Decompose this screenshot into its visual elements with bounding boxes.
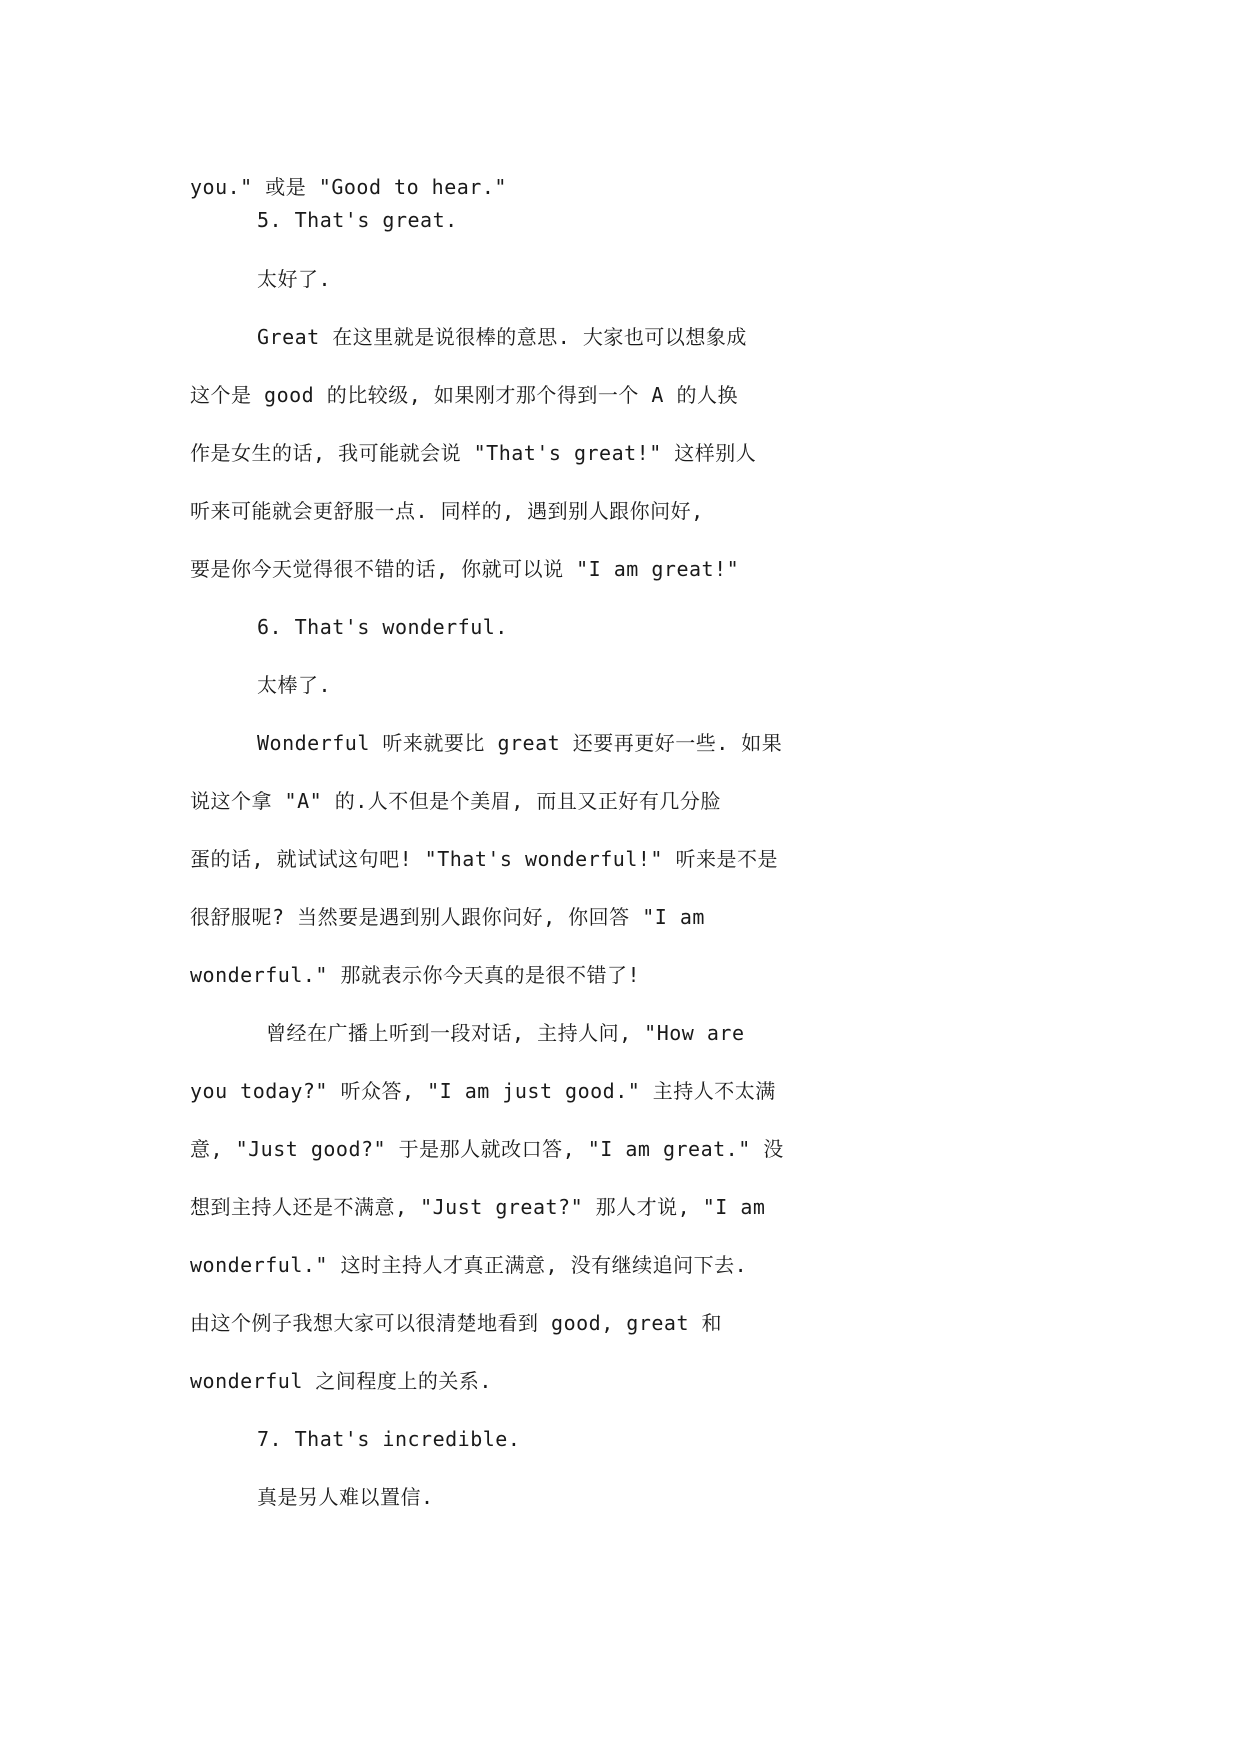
text-line: 曾经在广播上听到一段对话, 主持人问, "How are [266, 1021, 745, 1045]
text-line: 很舒服呢? 当然要是遇到别人跟你问好, 你回答 "I am [190, 905, 705, 929]
text-line: Wonderful 听来就要比 great 还要再更好一些. 如果 [257, 731, 783, 755]
text-line: Great 在这里就是说很棒的意思. 大家也可以想象成 [257, 325, 747, 349]
text-line: 作是女生的话, 我可能就会说 "That's great!" 这样别人 [190, 441, 757, 465]
text-line: you." 或是 "Good to hear." [190, 175, 507, 199]
text-line: 6. That's wonderful. [257, 615, 508, 639]
text-line: you today?" 听众答, "I am just good." 主持人不太满 [190, 1079, 776, 1103]
text-line: 意, "Just good?" 于是那人就改口答, "I am great." 没 [190, 1137, 784, 1161]
text-line: wonderful." 那就表示你今天真的是很不错了! [190, 963, 641, 987]
text-line: 由这个例子我想大家可以很清楚地看到 good, great 和 [190, 1311, 723, 1335]
text-line: 听来可能就会更舒服一点. 同样的, 遇到别人跟你问好, [190, 499, 704, 523]
text-line: 说这个拿 "A" 的.人不但是个美眉, 而且又正好有几分脸 [190, 789, 721, 813]
text-line: 要是你今天觉得很不错的话, 你就可以说 "I am great!" [190, 557, 740, 581]
text-line: 这个是 good 的比较级, 如果刚才那个得到一个 A 的人换 [190, 383, 738, 407]
text-line: 蛋的话, 就试试这句吧! "That's wonderful!" 听来是不是 [190, 847, 778, 871]
text-line: 太好了. [257, 267, 332, 291]
text-line: wonderful." 这时主持人才真正满意, 没有继续追问下去. [190, 1253, 748, 1277]
text-line: 想到主持人还是不满意, "Just great?" 那人才说, "I am [190, 1195, 766, 1219]
text-line: 5. That's great. [257, 208, 458, 232]
text-line: 真是另人难以置信. [257, 1485, 434, 1509]
text-line: 7. That's incredible. [257, 1427, 521, 1451]
text-line: 太棒了. [257, 673, 332, 697]
text-line: wonderful 之间程度上的关系. [190, 1369, 492, 1393]
